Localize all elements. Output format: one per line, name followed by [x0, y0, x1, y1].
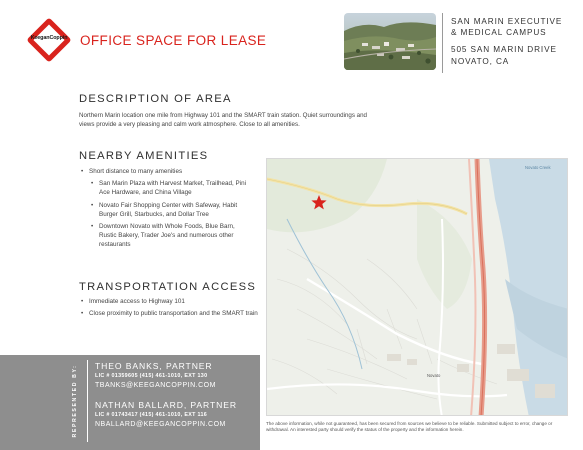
map-label-water: Novato Creek	[525, 165, 551, 170]
property-name	[451, 16, 579, 38]
map-label-town: Novato	[427, 373, 441, 378]
list-item: • Novato Fair Shopping Center with Safeway, Habit Burger Grill, Starbucks, and Dollar Tree	[91, 201, 251, 219]
property-address	[451, 44, 557, 68]
aerial-photo-illustration	[344, 13, 436, 70]
agent-email-link[interactable]: TBANKS@KEEGANCOPPIN.COM	[95, 382, 216, 389]
address-line2: NOVATO, CA	[451, 57, 510, 66]
location-map	[266, 158, 568, 416]
footer-separator	[87, 360, 88, 442]
description-title: DESCRIPTION OF AREA	[79, 93, 232, 105]
list-item: • Downtown Novato with Whole Foods, Blue Barn, Rustic Bakery, Trader Joe's and numerous other restaurants	[91, 222, 251, 250]
aerial-photo	[344, 13, 436, 70]
page-headline: OFFICE SPACE FOR LEASE	[80, 33, 267, 48]
agent-contact	[95, 400, 237, 428]
logo-text: KeeganCoppin	[30, 35, 68, 41]
list-item	[81, 167, 256, 250]
represented-by-text: REPRESENTED BY:	[72, 364, 78, 438]
agent-contact	[95, 361, 216, 389]
description-text: Northern Marin location one mile from Highway 101 and the SMART train station. Quiet surroundings and views provide a very pleasing and calm work atmosphere. Close to all amenities.	[79, 112, 367, 129]
list-item: • Close proximity to public transportation and the SMART train	[81, 309, 261, 318]
agent-email-link[interactable]: NBALLARD@KEEGANCOPPIN.COM	[95, 421, 226, 428]
map-illustration	[267, 159, 568, 416]
amenities-title: NEARBY AMENITIES	[79, 150, 209, 162]
agent-name: THEO BANKS, PARTNER	[95, 361, 213, 371]
list-item: • San Marin Plaza with Harvest Market, Trailhead, Pini Ace Hardware, and China Village	[91, 179, 251, 197]
address-line1: 505 SAN MARIN DRIVE	[451, 45, 557, 54]
represented-by-label	[70, 357, 80, 449]
transportation-title: TRANSPORTATION ACCESS	[79, 281, 257, 293]
property-name-line1: SAN MARIN EXECUTIVE	[451, 17, 563, 26]
amenities-sublist	[91, 179, 256, 249]
legal-disclaimer: The above information, while not guaranteed, has been secured from sources we believe to be reliable. Submitted subject to error, change or withdrawal. An interested party should verify the status of the property and the information herein.	[266, 421, 553, 433]
amenities-intro: Short distance to many amenities	[89, 168, 183, 175]
amenities-list	[81, 167, 256, 253]
company-logo	[27, 18, 71, 62]
transportation-list	[81, 297, 261, 321]
agent-license-phone: LIC # 01359605 (415) 461-1010, EXT 130	[95, 373, 208, 379]
agent-name: NATHAN BALLARD, PARTNER	[95, 400, 237, 410]
list-item: • Immediate access to Highway 101	[81, 297, 261, 306]
property-name-line2: & MEDICAL CAMPUS	[451, 28, 547, 37]
agent-license-phone: LIC # 01743417 (415) 461-1010, EXT 116	[95, 412, 208, 418]
header-separator	[442, 13, 443, 73]
